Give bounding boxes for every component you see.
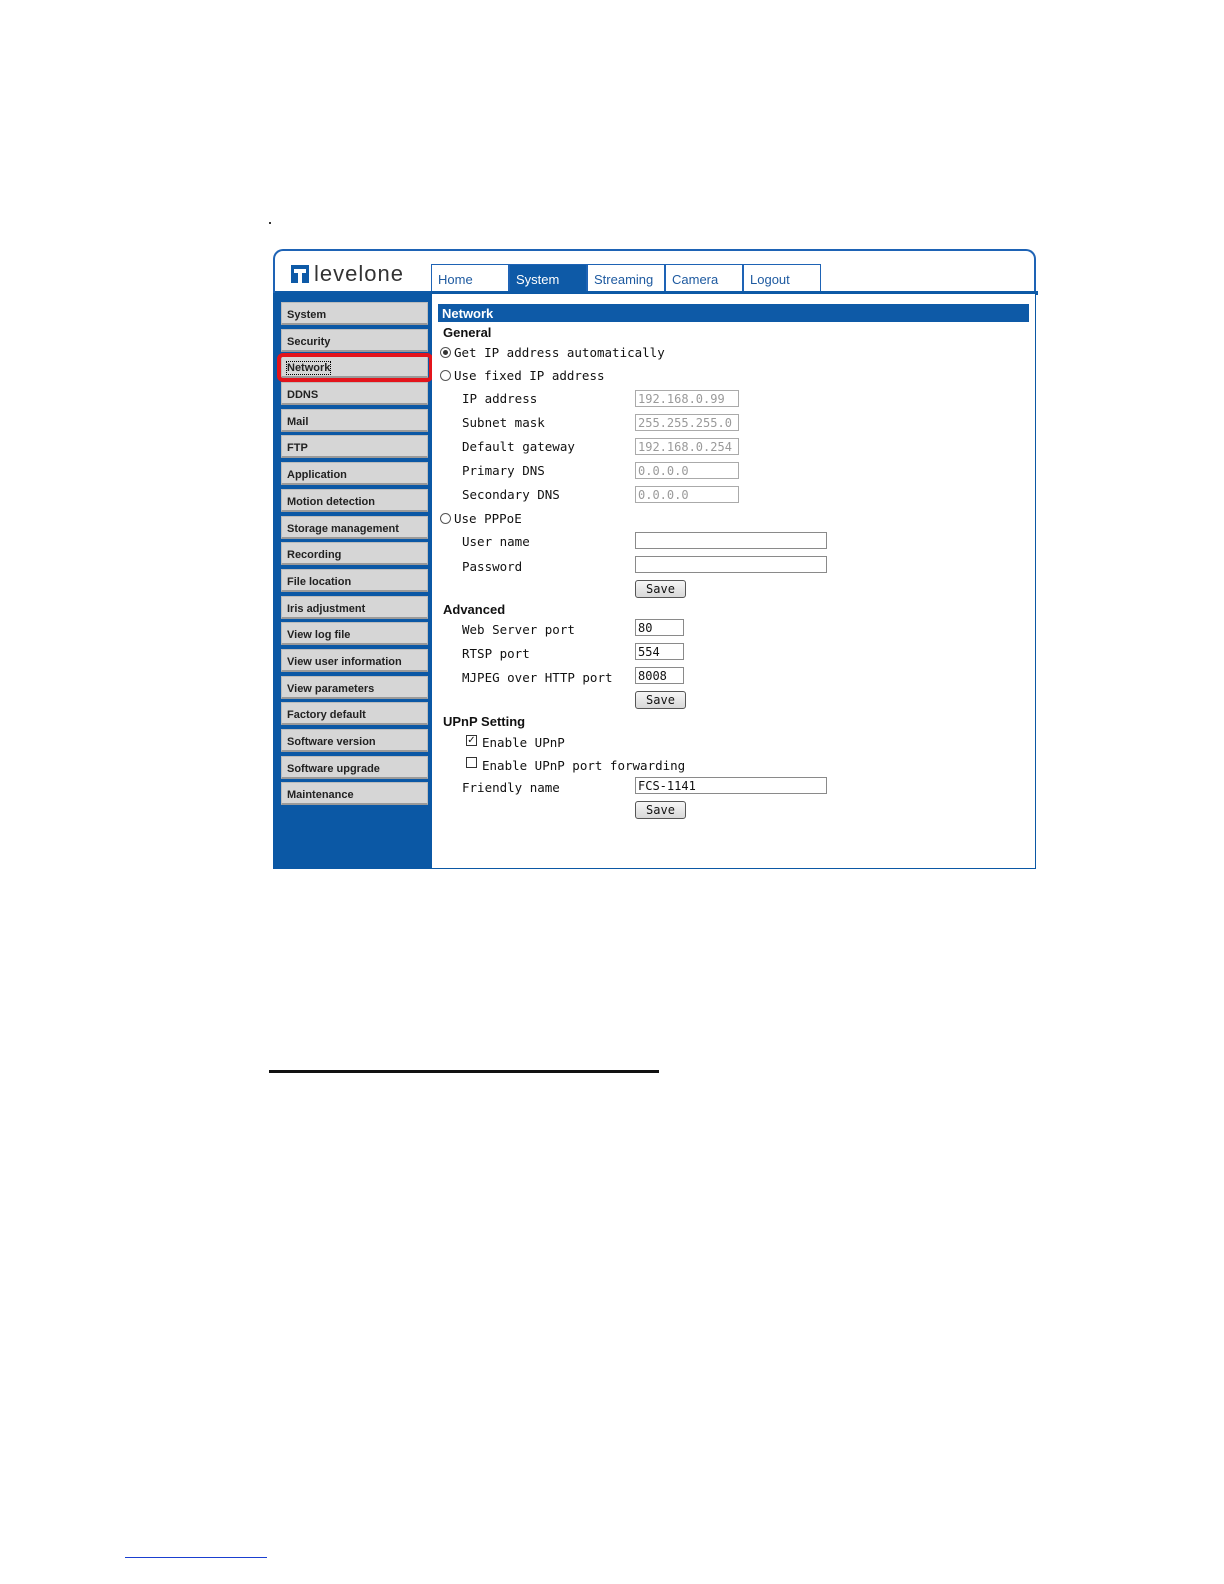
sidebar-item-security[interactable] bbox=[281, 329, 428, 352]
general-heading: General bbox=[443, 325, 492, 340]
upnp-port-forwarding-checkbox[interactable] bbox=[466, 757, 477, 768]
levelone-logo-icon bbox=[291, 265, 309, 283]
network-highlight-box bbox=[277, 353, 433, 382]
upnp-heading: UPnP Setting bbox=[443, 714, 526, 729]
sidebar-menu bbox=[281, 302, 428, 809]
sidebar-item-label: Storage management bbox=[287, 522, 399, 535]
sidebar-item-motion-detection[interactable] bbox=[281, 489, 428, 512]
enable-upnp-label: Enable UPnP bbox=[482, 735, 565, 750]
radio-pppoe[interactable] bbox=[440, 513, 451, 524]
ip-address-label: IP address bbox=[462, 391, 538, 406]
sidebar-item-label: Network bbox=[287, 362, 331, 375]
sidebar-item-maintenance[interactable] bbox=[281, 782, 428, 805]
sidebar-item-file-location[interactable] bbox=[281, 569, 428, 592]
subnet-mask-field[interactable]: 255.255.255.0 bbox=[635, 414, 739, 431]
rtsp-port-field[interactable]: 554 bbox=[635, 643, 684, 660]
default-gateway-field[interactable]: 192.168.0.254 bbox=[635, 438, 739, 455]
mjpeg-port-label: MJPEG over HTTP port bbox=[462, 670, 613, 685]
primary-dns-field[interactable]: 0.0.0.0 bbox=[635, 462, 739, 479]
sidebar-item-label: Mail bbox=[287, 415, 309, 428]
sidebar-item-storage-management[interactable] bbox=[281, 516, 428, 539]
sidebar-item-label: Motion detection bbox=[287, 495, 375, 508]
pppoe-label: Use PPPoE bbox=[454, 511, 522, 526]
advanced-heading: Advanced bbox=[443, 602, 506, 617]
user-name-field[interactable] bbox=[635, 532, 827, 549]
sidebar-item-view-log-file[interactable] bbox=[281, 622, 428, 645]
sidebar-item-view-user-information[interactable] bbox=[281, 649, 428, 672]
stray-dot bbox=[269, 222, 271, 224]
friendly-name-field[interactable]: FCS-1141 bbox=[635, 777, 827, 794]
auto-ip-label: Get IP address automatically bbox=[454, 345, 665, 360]
secondary-dns-label: Secondary DNS bbox=[462, 487, 560, 502]
mjpeg-port-field[interactable]: 8008 bbox=[635, 667, 684, 684]
horizontal-rule bbox=[269, 1070, 659, 1073]
upnp-save-button[interactable]: Save bbox=[635, 801, 686, 819]
radio-fixed-ip[interactable] bbox=[440, 370, 451, 381]
user-name-label: User name bbox=[462, 534, 530, 549]
sidebar-item-label: Software upgrade bbox=[287, 762, 380, 775]
password-label: Password bbox=[462, 559, 523, 574]
tab-camera[interactable]: Camera bbox=[665, 264, 743, 291]
sidebar-item-label: View user information bbox=[287, 655, 402, 668]
sidebar-item-label: View parameters bbox=[287, 682, 375, 695]
default-gateway-label: Default gateway bbox=[462, 439, 575, 454]
subnet-mask-label: Subnet mask bbox=[462, 415, 545, 430]
friendly-name-label: Friendly name bbox=[462, 780, 560, 795]
fixed-ip-label: Use fixed IP address bbox=[454, 368, 605, 383]
sidebar-item-application[interactable] bbox=[281, 462, 428, 485]
sidebar-item-ftp[interactable] bbox=[281, 435, 428, 458]
enable-upnp-checkbox[interactable]: ✓ bbox=[467, 735, 476, 746]
sidebar-item-label: File location bbox=[287, 575, 352, 588]
tab-system[interactable]: System bbox=[509, 264, 587, 291]
sidebar-item-software-upgrade[interactable] bbox=[281, 756, 428, 779]
top-header bbox=[273, 249, 1036, 293]
levelone-logo bbox=[291, 261, 404, 287]
general-save-button[interactable]: Save bbox=[635, 580, 686, 598]
primary-dns-label: Primary DNS bbox=[462, 463, 545, 478]
tab-streaming[interactable]: Streaming bbox=[587, 264, 665, 291]
sidebar-item-label: Maintenance bbox=[287, 789, 354, 802]
secondary-dns-field[interactable]: 0.0.0.0 bbox=[635, 486, 739, 503]
main-body bbox=[273, 293, 1036, 869]
radio-auto-ip[interactable] bbox=[440, 347, 451, 358]
sidebar-item-system[interactable] bbox=[281, 302, 428, 325]
sidebar-item-label: Factory default bbox=[287, 709, 366, 722]
sidebar-item-label: System bbox=[287, 309, 327, 321]
advanced-save-button[interactable]: Save bbox=[635, 691, 686, 709]
sidebar-item-label: Iris adjustment bbox=[287, 602, 366, 615]
sidebar-item-recording[interactable] bbox=[281, 542, 428, 565]
upnp-port-forwarding-label: Enable UPnP port forwarding bbox=[482, 758, 686, 773]
sidebar-item-label: FTP bbox=[287, 442, 308, 455]
sidebar-item-iris-adjustment[interactable] bbox=[281, 596, 428, 619]
sidebar-item-label: Recording bbox=[287, 549, 342, 562]
sidebar-item-factory-default[interactable] bbox=[281, 702, 428, 725]
footnote-link-underline bbox=[125, 1557, 267, 1558]
sidebar-item-label: Application bbox=[287, 469, 347, 482]
top-nav-tabs bbox=[431, 264, 821, 291]
sidebar-item-view-parameters[interactable] bbox=[281, 676, 428, 699]
sidebar-item-label: DDNS bbox=[287, 389, 319, 402]
sidebar-item-mail[interactable] bbox=[281, 409, 428, 432]
web-server-port-label: Web Server port bbox=[462, 622, 575, 637]
tab-home[interactable]: Home bbox=[431, 264, 509, 291]
web-server-port-field[interactable]: 80 bbox=[635, 619, 684, 636]
rtsp-port-label: RTSP port bbox=[462, 646, 530, 661]
ip-address-field[interactable]: 192.168.0.99 bbox=[635, 390, 739, 407]
password-field[interactable] bbox=[635, 556, 827, 573]
logo-text: levelone bbox=[314, 261, 404, 286]
sidebar-item-software-version[interactable] bbox=[281, 729, 428, 752]
camera-web-ui bbox=[273, 249, 1036, 869]
sidebar-item-ddns[interactable] bbox=[281, 382, 428, 405]
network-settings-panel bbox=[432, 294, 1035, 868]
tab-logout[interactable]: Logout bbox=[743, 264, 821, 291]
sidebar-item-label: Software version bbox=[287, 736, 376, 748]
sidebar-item-label: View log file bbox=[287, 629, 351, 642]
sidebar-item-label: Security bbox=[287, 335, 331, 348]
page-title: Network bbox=[438, 304, 1029, 322]
